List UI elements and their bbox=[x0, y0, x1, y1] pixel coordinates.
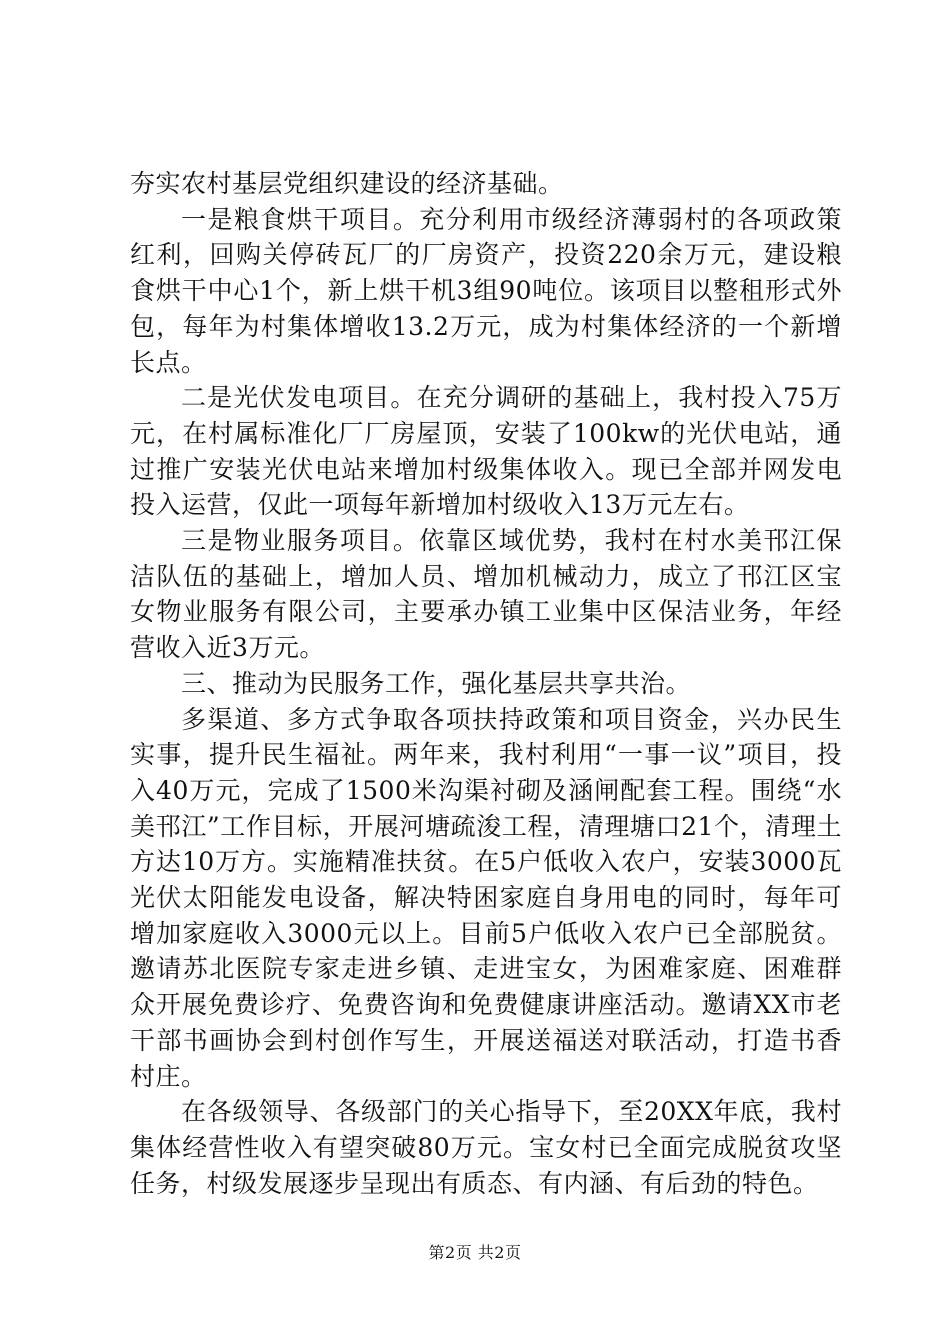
paragraph-property-service-project: 三是物业服务项目。依靠区域优势，我村在村水美邗江保洁队伍的基础上，增加人员、增加机械动力，成立了邗江区宝女物业服务有限公司，主要承办镇工业集中区保洁业务，年经营收入近3万元。 bbox=[130, 526, 842, 663]
paragraph-continuation: 夯实农村基层党组织建设的经济基础。 bbox=[130, 169, 564, 198]
section-heading-three: 三、推动为民服务工作，强化基层共享共治。 bbox=[181, 668, 692, 698]
paragraph-conclusion: 在各级领导、各级部门的关心指导下，至20XX年底，我村集体经营性收入有望突破80万元。宝女村已全面完成脱贫攻坚任务，村级发展逐步呈现出有质态、有内涵、有后劲的特色。 bbox=[130, 1097, 842, 1198]
paragraph-photovoltaic-project: 二是光伏发电项目。在充分调研的基础上，我村投入75万元，在村属标准化厂厂房屋顶，安装了100kw的光伏电站，通过推广安装光伏电站来增加村级集体收入。现已全部并网发电投入运营，仅此一项每年新增加村级收入13万元左右。 bbox=[130, 383, 842, 520]
page-footer: 第2页 共2页 bbox=[428, 1243, 522, 1262]
paragraph-grain-drying-project: 一是粮食烘干项目。充分利用市级经济薄弱村的各项政策红利，回购关停砖瓦厂的厂房资产，投资220余万元，建设粮食烘干中心1个，新上烘干机3组90吨位。该项目以整租形式外包，每年为村集体增收13.2万元，成为村集体经济的一个新增长点。 bbox=[130, 204, 842, 377]
document-body bbox=[130, 166, 842, 1201]
paragraph-public-service: 多渠道、多方式争取各项扶持政策和项目资金，兴办民生实事，提升民生福祉。两年来，我村利用“一事一议”项目，投入40万元，完成了1500米沟渠衬砌及涵闸配套工程。围绕“水美邗江”工作目标，开展河塘疏浚工程，清理塘口21个，清理土方达10万方。实施精准扶贫。在5户低收入农户，安装3000瓦光伏太阳能发电设备，解决特困家庭自身用电的同时，每年可增加家庭收入3000元以上。目前5户低收入农户已全部脱贫。邀请苏北医院专家走进乡镇、走进宝女，为困难家庭、困难群众开展免费诊疗、免费咨询和免费健康讲座活动。邀请XX市老干部书画协会到村创作写生，开展送福送对联活动，打造书香村庄。 bbox=[130, 704, 842, 1091]
